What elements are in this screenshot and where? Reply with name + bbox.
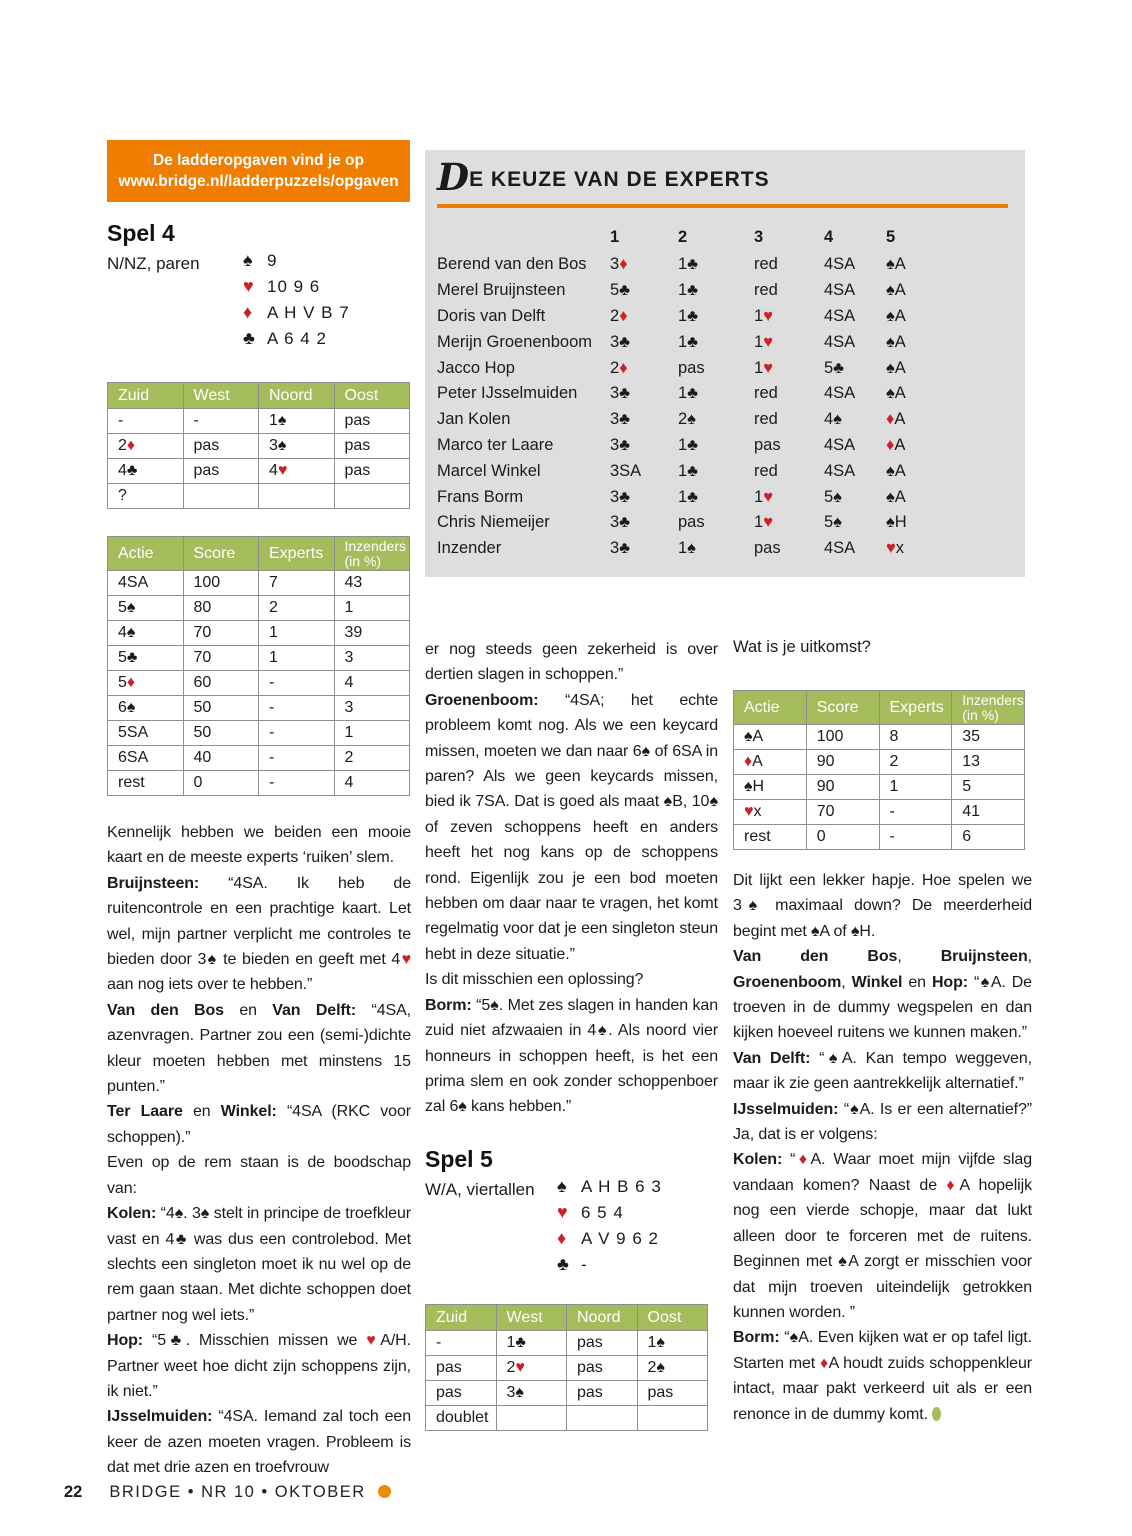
table-cell: 0 xyxy=(806,825,879,850)
table-row xyxy=(734,775,1025,800)
expert-name: Merijn Groenenboom xyxy=(437,332,592,351)
expert-bid: pas xyxy=(678,358,705,377)
expert-bid: pas xyxy=(678,513,705,532)
expert-bid: 3♣ xyxy=(610,487,631,506)
table-cell: pas xyxy=(426,1381,497,1406)
expert-bid: ♠A xyxy=(886,281,906,300)
expert-bid: 1♣ xyxy=(678,306,699,325)
paragraph: Van Delft: “♠A. Kan tempo weggeven, maar ik zie geen aantrekkelijk alternatief.” xyxy=(733,1049,1032,1093)
table-cell: 2♠ xyxy=(637,1356,708,1381)
hand-suit-line xyxy=(243,302,350,328)
expert-bid: ♠A xyxy=(886,384,906,403)
expert-bid: red xyxy=(754,461,778,480)
table-cell: 0 xyxy=(183,771,259,796)
magazine-issue: BRIDGE • NR 10 • OKTOBER xyxy=(109,1483,366,1501)
expert-bid: 3SA xyxy=(610,461,642,480)
experts-table xyxy=(437,222,1013,562)
table-row xyxy=(108,434,410,459)
table-cell: 2 xyxy=(334,746,410,771)
expert-row xyxy=(437,433,1013,459)
table-cell: - xyxy=(259,771,335,796)
table-cell: 5♦ xyxy=(108,671,184,696)
expert-row xyxy=(437,355,1013,381)
table-row xyxy=(734,800,1025,825)
paragraph: Even op de rem staan is de boodschap van: xyxy=(107,1154,411,1197)
expert-bid: 2♠ xyxy=(678,410,696,429)
expert-bid: ♠A xyxy=(886,487,906,506)
expert-bid: ♠H xyxy=(886,513,907,532)
expert-bid: 1♣ xyxy=(678,332,699,351)
table-cell: 100 xyxy=(806,725,879,750)
table-cell: 4♣ xyxy=(108,459,184,484)
expert-bid: 1♥ xyxy=(754,332,773,351)
table-header-row xyxy=(108,537,410,571)
experts-table-header xyxy=(437,222,1013,252)
expert-name: Jan Kolen xyxy=(437,410,511,429)
expert-bid: 2♦ xyxy=(610,306,628,325)
experts-deal-number: 4 xyxy=(824,227,834,246)
table-cell: pas xyxy=(426,1356,497,1381)
table-cell: pas xyxy=(334,409,410,434)
table-cell: doublet xyxy=(426,1406,497,1431)
expert-bid: 4SA xyxy=(824,255,856,274)
spel5-title: Spel 5 xyxy=(425,1146,493,1172)
page-footer xyxy=(64,1483,391,1502)
table-cell: - xyxy=(879,825,952,850)
table-cell: 70 xyxy=(183,646,259,671)
table-row xyxy=(108,646,410,671)
expert-bid: ♠A xyxy=(886,358,906,377)
expert-bid: 4SA xyxy=(824,281,856,300)
expert-bid: 4♠ xyxy=(824,410,842,429)
table-header-row xyxy=(426,1305,708,1331)
paragraph: Kolen: “4♠. 3♠ stelt in principe de troefkleur vast en 4♣ was dus een controlebod. Met slechts een singleton moet ik nu wel op de rem gaan staan. Met dichte schoppen doet partner nog wel iets.” xyxy=(107,1205,411,1324)
suit-icon: ♥ xyxy=(243,276,254,296)
table-cell: 1 xyxy=(334,721,410,746)
expert-bid: ♦A xyxy=(886,435,906,454)
table-cell xyxy=(259,484,335,509)
table-cell: 3 xyxy=(334,646,410,671)
table-cell: - xyxy=(259,671,335,696)
table-cell: 2♥ xyxy=(496,1356,567,1381)
table-cell: 60 xyxy=(183,671,259,696)
table-cell: 1 xyxy=(879,775,952,800)
table-cell: 70 xyxy=(806,800,879,825)
table-cell xyxy=(334,484,410,509)
hand-suit-line xyxy=(243,328,350,354)
expert-row xyxy=(437,536,1013,562)
table-row xyxy=(108,621,410,646)
paragraph: Kennelijk hebben we beiden een mooie kaart en de meeste experts ‘ruiken’ slem. xyxy=(107,824,411,867)
paragraph: Borm: “♠A. Even kijken wat er op tafel ligt. Starten met ♦A houdt zuids schoppenkleur intact, maar pakt verkeerd uit als er een renonce in de dummy komt. xyxy=(733,1329,1032,1423)
table-row xyxy=(426,1331,708,1356)
suit-icon: ♥ xyxy=(557,1202,568,1222)
table-cell xyxy=(637,1406,708,1431)
table-cell: 40 xyxy=(183,746,259,771)
expert-name: Marco ter Laare xyxy=(437,435,554,454)
spel4-bidding-table xyxy=(107,382,410,509)
expert-row xyxy=(437,304,1013,330)
table-row xyxy=(108,484,410,509)
hand-cards: A H V B 7 xyxy=(267,303,350,322)
table-cell: 2♦ xyxy=(108,434,184,459)
table-row xyxy=(108,459,410,484)
table-cell: 41 xyxy=(952,800,1025,825)
table-cell: 4SA xyxy=(108,571,184,596)
left-text-column xyxy=(107,820,411,1481)
hand-suit-line xyxy=(557,1176,662,1202)
expert-bid: 4SA xyxy=(824,461,856,480)
table-cell: 2 xyxy=(879,750,952,775)
column-header: Experts xyxy=(879,691,952,725)
paragraph: Groenenboom: “4SA; het echte probleem komt nog. Als we een keycard missen, moeten we dan naar 6♠ of 6SA in paren? Als we geen keycards missen, bied ik 7SA. Dat is goed als maat ♠B, 10♠ of zeven schoppens heeft en anders heeft het nog kans op de schoppens rond. Eigenlijk zou je een bod moeten hebben om daar naar te vragen, het komt regelmatig voor dat je een singleton steun hebt in deze situatie.” xyxy=(425,691,718,963)
table-cell: - xyxy=(259,696,335,721)
expert-name: Berend van den Bos xyxy=(437,255,587,274)
paragraph: Bruijnsteen: “4SA. Ik heb de ruitencontrole en een prachtige kaart. Let wel, mijn partner verplicht me controles te bieden door 3♠ te bieden en geeft met 4♥ aan nog iets over te hebben.” xyxy=(107,874,411,994)
column-header: Experts xyxy=(259,537,335,571)
table-row xyxy=(108,596,410,621)
table-cell: 39 xyxy=(334,621,410,646)
table-cell: 3♠ xyxy=(259,434,335,459)
expert-name: Merel Bruijnsteen xyxy=(437,281,566,300)
expert-bid: 1♣ xyxy=(678,461,699,480)
table-cell: ♠H xyxy=(734,775,807,800)
ladder-info-line1: De ladderopgaven vind je op xyxy=(152,152,364,169)
table-cell: pas xyxy=(567,1356,638,1381)
table-cell: - xyxy=(108,409,184,434)
paragraph: Van den Bos en Van Delft: “4SA, azenvragen. Partner zou een (semi-)dichte kleur moeten hebben met minstens 15 punten.” xyxy=(107,1001,411,1096)
table-cell: pas xyxy=(183,434,259,459)
table-cell: 50 xyxy=(183,696,259,721)
hand-suit-line xyxy=(557,1254,662,1280)
table-row xyxy=(108,721,410,746)
expert-row xyxy=(437,407,1013,433)
table-cell: 43 xyxy=(334,571,410,596)
expert-bid: ♠A xyxy=(886,332,906,351)
paragraph: IJsselmuiden: “4SA. Iemand zal toch een keer de azen moeten vragen. Probleem is dat met drie azen en troefvrouw xyxy=(107,1408,411,1477)
column-header: Oost xyxy=(334,383,410,409)
expert-bid: ♠A xyxy=(886,306,906,325)
column-header: Zuid xyxy=(108,383,184,409)
ladder-info-box xyxy=(107,140,410,202)
spel5-bidding-table xyxy=(425,1304,708,1431)
table-cell xyxy=(496,1406,567,1431)
hand-suit-line xyxy=(243,276,350,302)
paragraph: Ter Laare en Winkel: “4SA (RKC voor schoppen).” xyxy=(107,1103,412,1146)
table-cell: 13 xyxy=(952,750,1025,775)
hand-suit-line xyxy=(243,250,350,276)
hand-suit-line xyxy=(557,1202,662,1228)
paragraph: Borm: “5♠. Met zes slagen in handen kan zuid niet afzwaaien in 4♠. Als noord vier honneurs in schoppen heeft, is het een prima slem en ook zonder schoppenboer zal 6♠ kans hebben.” xyxy=(425,996,718,1116)
experts-deal-number: 2 xyxy=(678,227,688,246)
table-cell: 70 xyxy=(183,621,259,646)
expert-bid: 2♦ xyxy=(610,358,628,377)
table-cell: pas xyxy=(334,434,410,459)
table-cell: pas xyxy=(567,1331,638,1356)
expert-bid: 1♣ xyxy=(678,384,699,403)
paragraph: Hop: “5♣. Misschien missen we ♥A/H. Partner weet hoe dicht zijn schoppens zijn, ik niet.” xyxy=(107,1332,411,1400)
expert-row xyxy=(437,278,1013,304)
expert-bid: 3♣ xyxy=(610,332,631,351)
table-cell: 6SA xyxy=(108,746,184,771)
suit-icon: ♣ xyxy=(557,1254,569,1274)
expert-name: Doris van Delft xyxy=(437,306,546,325)
table-cell: 100 xyxy=(183,571,259,596)
table-cell: 35 xyxy=(952,725,1025,750)
expert-bid: ♦A xyxy=(886,410,906,429)
expert-bid: 5♣ xyxy=(610,281,631,300)
table-row xyxy=(734,825,1025,850)
expert-bid: red xyxy=(754,255,778,274)
expert-bid: ♠A xyxy=(886,255,906,274)
table-row xyxy=(108,771,410,796)
table-cell: - xyxy=(259,746,335,771)
table-row xyxy=(108,571,410,596)
hand-suit-line xyxy=(557,1228,662,1254)
table-cell: - xyxy=(426,1331,497,1356)
table-row xyxy=(108,746,410,771)
suit-icon: ♠ xyxy=(557,1176,567,1196)
table-cell: 1 xyxy=(259,621,335,646)
expert-name: Marcel Winkel xyxy=(437,461,541,480)
article-end-icon xyxy=(932,1407,941,1421)
table-row xyxy=(108,671,410,696)
expert-bid: 5♠ xyxy=(824,487,842,506)
expert-bid: 3♣ xyxy=(610,539,631,558)
orange-rule xyxy=(437,204,1008,208)
table-cell: 4 xyxy=(334,771,410,796)
table-cell: 90 xyxy=(806,775,879,800)
table-header-row xyxy=(734,691,1025,725)
spel5-vulnerability: W/A, viertallen xyxy=(425,1180,535,1199)
table-cell: 1 xyxy=(259,646,335,671)
expert-bid: red xyxy=(754,384,778,403)
experts-table-rows xyxy=(437,252,1013,562)
table-cell: 50 xyxy=(183,721,259,746)
expert-name: Jacco Hop xyxy=(437,358,515,377)
suit-icon: ♦ xyxy=(243,302,253,322)
paragraph: er nog steeds geen zekerheid is over dertien slagen in schoppen.” xyxy=(425,641,718,684)
hand-cards: - xyxy=(581,1255,588,1274)
expert-bid: 4SA xyxy=(824,435,856,454)
page-number: 22 xyxy=(64,1483,83,1501)
table-cell: 3♠ xyxy=(496,1381,567,1406)
suit-icon: ♠ xyxy=(243,250,253,270)
expert-bid: 1♣ xyxy=(678,255,699,274)
expert-bid: 4SA xyxy=(824,384,856,403)
paragraph: IJsselmuiden: “♠A. Is er een alternatief?” Ja, dat is er volgens: xyxy=(733,1100,1032,1144)
table-cell: 90 xyxy=(806,750,879,775)
table-header-row xyxy=(108,383,410,409)
expert-bid: 1♥ xyxy=(754,513,773,532)
lead-question: Wat is je uitkomst? xyxy=(733,638,871,656)
column-header: Actie xyxy=(734,691,807,725)
paragraph: Dit lijkt een lekker hapje. Hoe spelen we 3♠ maximaal down? De meerderheid begint met ♠A of ♠H. xyxy=(733,872,1032,940)
table-row xyxy=(734,750,1025,775)
table-row xyxy=(734,725,1025,750)
expert-bid: 5♠ xyxy=(824,513,842,532)
spel4-results-table xyxy=(107,536,410,796)
expert-bid: 1♣ xyxy=(678,281,699,300)
table-cell xyxy=(567,1406,638,1431)
spel4-hand-diagram xyxy=(243,250,350,354)
suit-icon: ♣ xyxy=(243,328,255,348)
hand-cards: 6 5 4 xyxy=(581,1203,624,1222)
table-row xyxy=(426,1406,708,1431)
table-row xyxy=(426,1356,708,1381)
table-cell: rest xyxy=(734,825,807,850)
table-cell: 4♥ xyxy=(259,459,335,484)
table-cell: 8 xyxy=(879,725,952,750)
hand-cards: 9 xyxy=(267,251,278,270)
table-cell: pas xyxy=(567,1381,638,1406)
right-text-column xyxy=(733,868,1032,1427)
table-cell: 5SA xyxy=(108,721,184,746)
expert-bid: 1♣ xyxy=(678,487,699,506)
table-cell: 5 xyxy=(952,775,1025,800)
table-cell: ♦A xyxy=(734,750,807,775)
table-cell: 5♣ xyxy=(108,646,184,671)
experts-deal-number: 1 xyxy=(610,227,620,246)
table-cell: 6 xyxy=(952,825,1025,850)
column-header: Zuid xyxy=(426,1305,497,1331)
expert-bid: 3♣ xyxy=(610,513,631,532)
table-cell: 4♠ xyxy=(108,621,184,646)
expert-bid: 3♦ xyxy=(610,255,628,274)
table-cell: 2 xyxy=(259,596,335,621)
column-header: Score xyxy=(806,691,879,725)
expert-bid: 1♠ xyxy=(678,539,696,558)
expert-bid: 3♣ xyxy=(610,410,631,429)
expert-bid: 4SA xyxy=(824,539,856,558)
table-cell: 7 xyxy=(259,571,335,596)
expert-name: Peter IJsselmuiden xyxy=(437,384,578,403)
table-cell xyxy=(183,484,259,509)
column-header: West xyxy=(183,383,259,409)
experts-deal-number: 3 xyxy=(754,227,764,246)
table-cell: pas xyxy=(637,1381,708,1406)
column-header: Inzenders (in %) xyxy=(334,537,410,571)
expert-bid: pas xyxy=(754,435,781,454)
table-cell: 1♠ xyxy=(637,1331,708,1356)
table-cell: 80 xyxy=(183,596,259,621)
expert-bid: 3♣ xyxy=(610,435,631,454)
table-row xyxy=(108,409,410,434)
expert-bid: 1♣ xyxy=(678,435,699,454)
table-cell: 1♣ xyxy=(496,1331,567,1356)
experts-title-rest: E KEUZE VAN DE EXPERTS xyxy=(469,168,770,191)
experts-panel-title xyxy=(437,155,770,199)
expert-bid: 1♥ xyxy=(754,306,773,325)
paragraph: Van den Bos, Bruijnsteen, Groenenboom, Winkel en Hop: “♠A. De troeven in de dummy wegspelen en dan kijken hoeveel ruitens we kunnen maken.” xyxy=(733,948,1032,1042)
experts-title-initial: D xyxy=(437,155,470,199)
expert-name: Inzender xyxy=(437,539,502,558)
hand-cards: A V 9 6 2 xyxy=(581,1229,659,1248)
table-cell: 4 xyxy=(334,671,410,696)
column-header: Noord xyxy=(567,1305,638,1331)
footer-dot-icon xyxy=(378,1485,391,1498)
hand-cards: A H B 6 3 xyxy=(581,1177,662,1196)
suit-icon: ♦ xyxy=(557,1228,567,1248)
hand-cards: 10 9 6 xyxy=(267,277,321,296)
expert-row xyxy=(437,329,1013,355)
middle-text-column xyxy=(425,637,718,1120)
expert-name: Chris Niemeijer xyxy=(437,513,550,532)
hand-cards: A 6 4 2 xyxy=(267,329,327,348)
experts-deal-number: 5 xyxy=(886,227,896,246)
column-header: Actie xyxy=(108,537,184,571)
expert-bid: pas xyxy=(754,539,781,558)
spel4-title: Spel 4 xyxy=(107,220,175,246)
table-cell: - xyxy=(259,721,335,746)
expert-bid: red xyxy=(754,410,778,429)
table-cell: - xyxy=(183,409,259,434)
table-row xyxy=(426,1381,708,1406)
table-cell: 3 xyxy=(334,696,410,721)
expert-bid: 4SA xyxy=(824,332,856,351)
table-cell: rest xyxy=(108,771,184,796)
expert-bid: 3♣ xyxy=(610,384,631,403)
ladder-info-url: www.bridge.nl/ladderpuzzels/opgaven xyxy=(118,173,399,190)
table-cell: 5♠ xyxy=(108,596,184,621)
expert-row xyxy=(437,381,1013,407)
table-cell: ? xyxy=(108,484,184,509)
table-cell: 6♠ xyxy=(108,696,184,721)
table-row xyxy=(108,696,410,721)
column-header: Oost xyxy=(637,1305,708,1331)
expert-bid: 1♥ xyxy=(754,487,773,506)
table-cell: 1♠ xyxy=(259,409,335,434)
column-header: Score xyxy=(183,537,259,571)
spel5-hand-diagram xyxy=(557,1176,662,1280)
paragraph: Is dit misschien een oplossing? xyxy=(425,971,644,989)
column-header: West xyxy=(496,1305,567,1331)
expert-bid: 5♣ xyxy=(824,358,845,377)
expert-bid: ♠A xyxy=(886,461,906,480)
table-cell: ♥x xyxy=(734,800,807,825)
table-cell: 1 xyxy=(334,596,410,621)
table-cell: pas xyxy=(183,459,259,484)
column-header: Inzenders (in %) xyxy=(952,691,1025,725)
experts-panel xyxy=(425,150,1025,577)
expert-bid: 4SA xyxy=(824,306,856,325)
expert-row xyxy=(437,484,1013,510)
expert-name: Frans Borm xyxy=(437,487,524,506)
expert-row xyxy=(437,458,1013,484)
expert-row xyxy=(437,252,1013,278)
expert-row xyxy=(437,510,1013,536)
column-header: Noord xyxy=(259,383,335,409)
expert-bid: ♥x xyxy=(886,539,905,558)
expert-bid: red xyxy=(754,281,778,300)
spel5-results-table xyxy=(733,690,1025,850)
table-cell: - xyxy=(879,800,952,825)
table-cell: ♠A xyxy=(734,725,807,750)
table-cell: pas xyxy=(334,459,410,484)
spel4-vulnerability: N/NZ, paren xyxy=(107,254,200,273)
expert-bid: 1♥ xyxy=(754,358,773,377)
paragraph: Kolen: “♦A. Waar moet mijn vijfde slag vandaan komen? Naast de ♦A hopelijk nog een vierde schopje, maar dat lukt alleen door te forceren met de ruitens. Beginnen met ♠A zorgt er misschien voor dat mijn troeven uiteindelijk getrokken kunnen worden. ” xyxy=(733,1151,1032,1321)
